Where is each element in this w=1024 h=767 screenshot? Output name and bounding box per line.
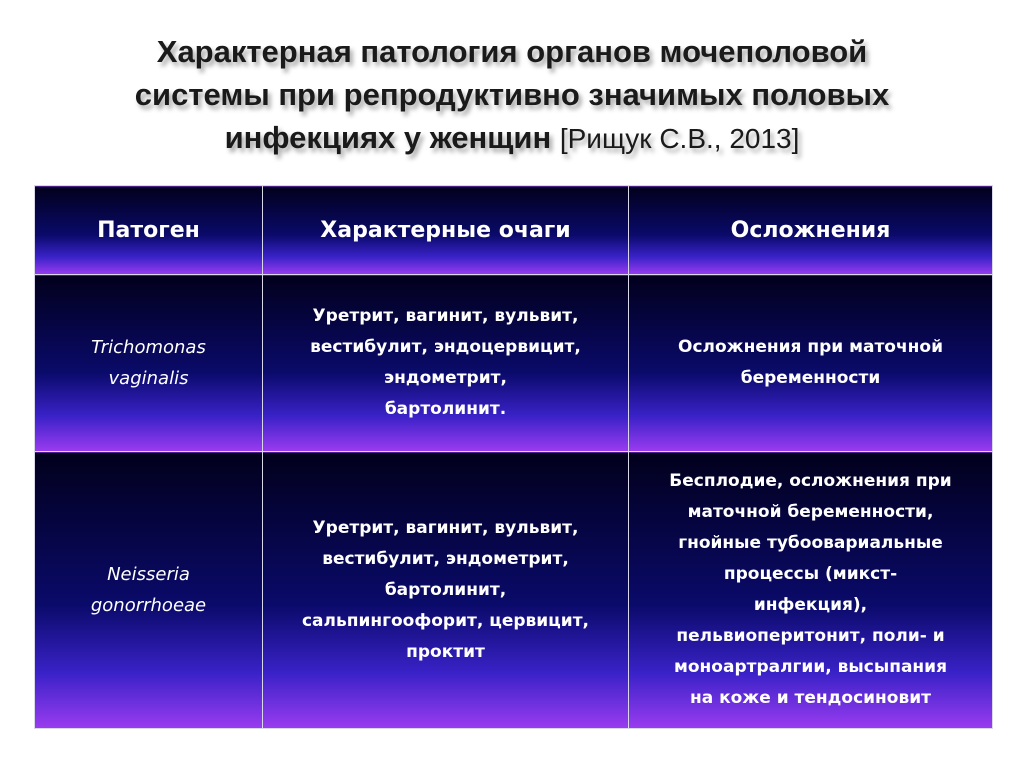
title-line-2: системы при репродуктивно значимых половых: [134, 77, 890, 112]
complications-line: инфекция),: [753, 595, 868, 615]
pathogen-name-line: Trichomonas: [91, 337, 206, 358]
complications-line: пельвиоперитонит, поли- и: [676, 626, 945, 646]
table-row: [35, 275, 993, 452]
table-header-row: [35, 186, 993, 275]
foci-line: проктит: [406, 641, 485, 662]
foci-line: бартолинит.: [384, 399, 507, 419]
pathology-table: [34, 185, 993, 729]
foci-line: Уретрит, вагинит, вульвит,: [312, 517, 579, 538]
foci-cell: [263, 275, 629, 452]
foci-line: эндометрит,: [384, 368, 507, 388]
foci-line: бартолинит,: [384, 579, 507, 600]
title-line-1: Характерная патология органов мочеполовой: [156, 34, 868, 69]
complications-cell: [629, 275, 993, 452]
header-complications: Осложнения: [629, 186, 993, 275]
slide-title: [60, 30, 964, 160]
complications-line: беременности: [740, 368, 881, 388]
header-pathogen: Патоген: [35, 186, 263, 275]
title-line-3: инфекциях у женщин: [224, 120, 552, 155]
pathogen-name-line: Neisseria: [107, 564, 190, 585]
complications-line: гнойные тубоовариальные: [678, 533, 943, 553]
title-citation: [Рищук С.В., 2013]: [559, 123, 800, 154]
foci-line: Уретрит, вагинит, вульвит,: [312, 306, 579, 326]
foci-line: вестибулит, эндометрит,: [322, 548, 569, 569]
foci-line: сальпингоофорит, цервицит,: [301, 610, 590, 631]
table-row: [35, 452, 993, 729]
complications-line: Осложнения при маточной: [678, 337, 943, 357]
complications-line: маточной беременности,: [687, 502, 934, 522]
complications-line: Бесплодие, осложнения при: [669, 471, 952, 491]
pathogen-cell: [35, 452, 263, 729]
complications-line: на коже и тендосиновит: [689, 688, 932, 708]
complications-line: моноартралгии, высыпания: [673, 657, 948, 677]
foci-cell: [263, 452, 629, 729]
complications-line: процессы (микст-: [723, 564, 898, 584]
pathogen-name-line: vaginalis: [108, 368, 189, 389]
foci-line: вестибулит, эндоцервицит,: [310, 337, 581, 357]
header-foci: Характерные очаги: [263, 186, 629, 275]
pathogen-name-line: gonorrhoeae: [90, 595, 207, 616]
complications-cell: [629, 452, 993, 729]
pathogen-cell: [35, 275, 263, 452]
